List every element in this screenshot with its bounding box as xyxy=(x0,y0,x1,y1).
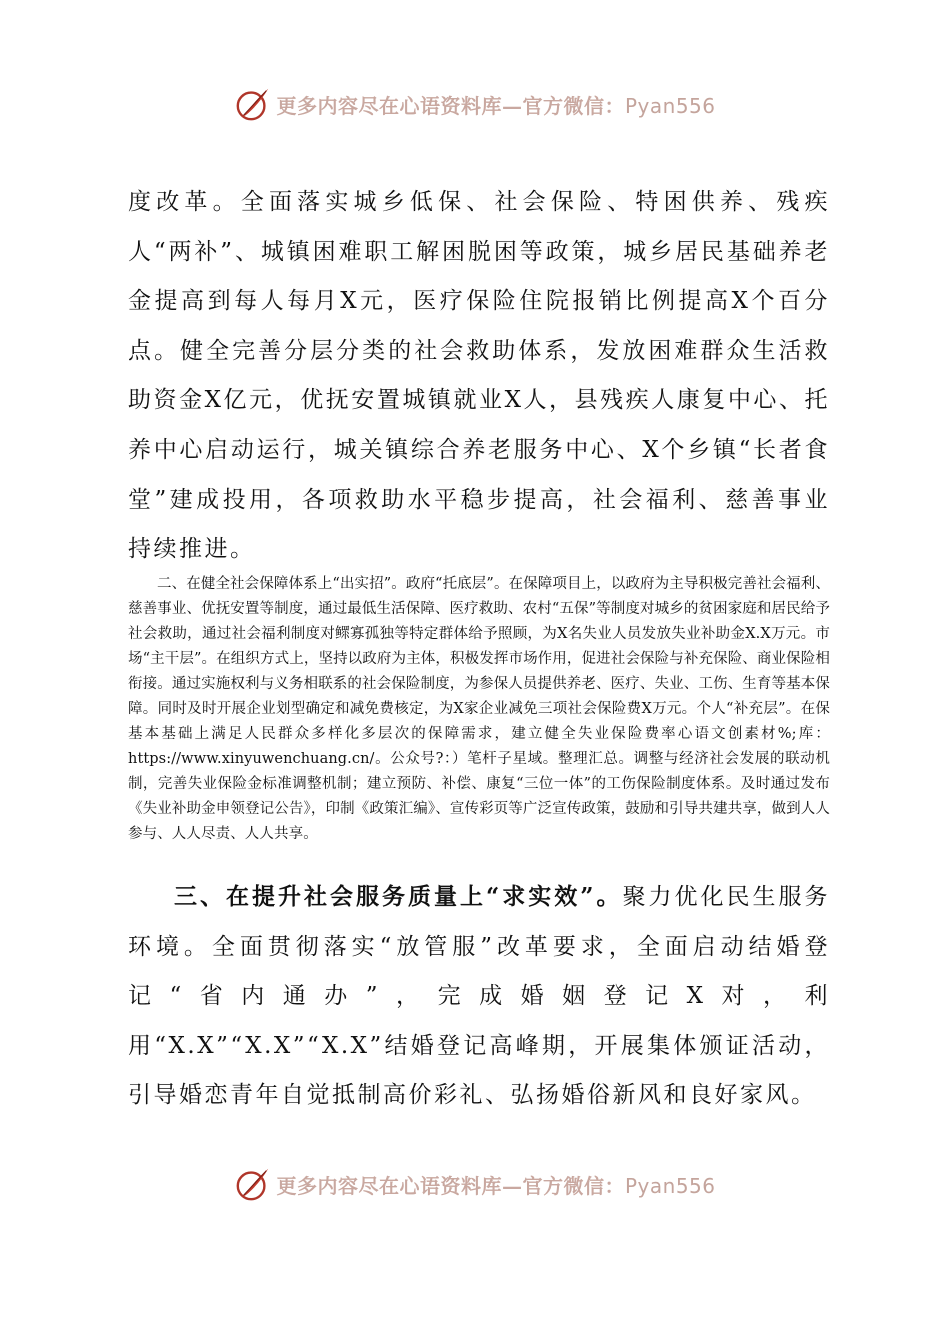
wechat-id: Pyan556 xyxy=(624,93,716,118)
feather-logo-icon xyxy=(234,1165,272,1203)
paragraph-3-text: 聚力优化民生服务环境。全面贯彻落实“放管服”改革要求，全面启动结婚登记“省内通办”，完成婚姻登记X对，利用“X.X”“X.X”“X.X”结婚登记高峰期，开展集体颁证活动，引导婚恋青年自觉抵制高价彩礼、弘扬婚俗新风和良好家风。 xyxy=(128,884,830,1109)
paragraph-1: 度改革。全面落实城乡低保、社会保险、特困供养、残疾人“两补”、城镇困难职工解困脱困等政策，城乡居民基础养老金提高到每人每月X元，医疗保险住院报销比例提高X个百分点。健全完善分层分类的社会救助体系，发放困难群众生活救助资金X亿元，优抚安置城镇就业X人，县残疾人康复中心、托养中心启动运行，城关镇综合养老服务中心、X个乡镇“长者食堂”建成投用，各项救助水平稳步提高，社会福利、慈善事业持续推进。 xyxy=(128,189,830,563)
feather-logo-icon xyxy=(234,85,272,123)
banner-text: 更多内容尽在心语资料库—官方微信：Pyan556 xyxy=(276,1173,716,1198)
paragraph-3 xyxy=(128,872,830,1121)
banner-text: 更多内容尽在心语资料库—官方微信：Pyan556 xyxy=(276,93,716,118)
section-heading: 三、在提升社会服务质量上“求实效”。 xyxy=(174,883,623,910)
wechat-id: Pyan556 xyxy=(624,1173,716,1198)
footer-banner xyxy=(0,1164,950,1204)
paragraph-2: 二、在健全社会保障体系上“出实招”。政府“托底层”。在保障项目上，以政府为主导积极完善社会福利、慈善事业、优抚安置等制度，通过最低生活保障、医疗救助、农村“五保”等制度对城乡的贫困家庭和居民给予社会救助，通过社会福利制度对鳏寡孤独等特定群体给予照顾，为X名失业人员发放失业补助金X.X万元。市场“主干层”。在组织方式上，坚持以政府为主体，积极发挥市场作用，促进社会保险与补充保险、商业保险相衔接。通过实施权利与义务相联系的社会保险制度，为参保人员提供养老、医疗、失业、工伤、生育等基本保障。同时及时开展企业划型确定和减免费核定，为X家企业减免三项社会保险费X万元。个人“补充层”。在保基本基础上满足人民群众多样化多层次的保障需求，建立健全失业保险费率心语文创素材%;库：https://www.xinyuwenchuang.cn/。公众号?：）笔杆子星域。整理汇总。调整与经济社会发展的联动机制，完善失业保险金标准调整机制；建立预防、补偿、康复“三位一体”的工伤保险制度体系。及时通过发布《失业补助金申领登记公告》，印制《政策汇编》、宣传彩页等广泛宣传政策，鼓励和引导共建共享，做到人人参与、人人尽责、人人共享。 xyxy=(128,576,830,842)
header-banner xyxy=(0,84,950,124)
